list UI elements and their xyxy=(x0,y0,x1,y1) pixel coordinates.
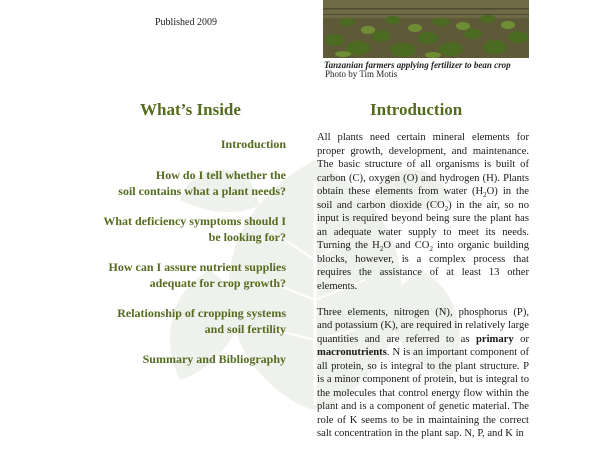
subscript: 2 xyxy=(429,245,433,254)
toc-item-line: Relationship of cropping systems xyxy=(117,305,286,320)
toc-item-soil-contents[interactable] xyxy=(40,167,286,200)
toc-item-nutrient-supplies[interactable] xyxy=(40,259,286,292)
toc-item-line: Summary and Bibliography xyxy=(142,351,286,366)
subscript: 2 xyxy=(379,245,384,254)
introduction-heading: Introduction xyxy=(370,100,463,119)
toc-item-line: Introduction xyxy=(220,137,286,151)
toc-item-deficiency-symptoms[interactable] xyxy=(40,213,286,246)
toc-item-line: How can I assure nutrient supplies xyxy=(108,259,286,274)
photo-caption: Tanzanian farmers applying fertilizer to bean crop xyxy=(324,60,511,70)
intro-paragraph-1 xyxy=(317,131,529,294)
toc-item-line: adequate for crop growth? xyxy=(149,276,286,290)
text-run: ) in the air, so no input is required beyond being sure the plant has an adequate water supply to meet its needs. Turning the H xyxy=(317,199,529,252)
toc-item-line: and soil fertility xyxy=(204,322,286,336)
toc-item-cropping-systems[interactable] xyxy=(40,305,286,338)
whats-inside-heading: What’s Inside xyxy=(140,100,241,119)
toc-item-line: soil contains what a plant needs? xyxy=(118,184,286,198)
subscript: 2 xyxy=(444,204,449,213)
toc-item-line: What deficiency symptoms should I xyxy=(103,213,286,228)
intro-paragraph-2 xyxy=(317,306,529,441)
bold-term: macronutrients xyxy=(317,347,387,359)
text-run: . N is an important component of all protein, so is integral to the plant structure. P is a minor component of protein, but is integral to the molecules that control energy flow within the plant and is a component of genetic material. The role of K seems to be in maintaining the correct salt concentration in the plant sap. N, P, and K in xyxy=(317,347,529,440)
toc-item-introduction[interactable] xyxy=(40,136,286,153)
toc-item-line: be looking for? xyxy=(208,230,286,244)
toc-item-summary-bibliography[interactable] xyxy=(40,351,286,368)
toc-item-line: How do I tell whether the xyxy=(155,167,286,182)
table-of-contents xyxy=(40,136,286,380)
photo-credit: Photo by Tim Motis xyxy=(325,69,398,79)
subscript: 2 xyxy=(483,191,487,200)
field-photo xyxy=(323,0,529,58)
text-run: or xyxy=(513,333,529,345)
introduction-body xyxy=(317,131,529,453)
bold-term: primary xyxy=(476,333,514,345)
text-run: O and CO xyxy=(383,240,430,252)
text-run: All plants need certain mineral elements for proper growth, development, and maintenance. The basic structure of all organisms is built of carbon (C), oxygen (O) and hydrogen (H). Plants obtain these elements from water (H xyxy=(317,132,529,198)
text-run: O) in the soil and carbon dioxide (CO xyxy=(317,186,529,211)
text-run: into organic building blocks, however, is a complex process that requires the assistance of at least 13 other elements. xyxy=(317,240,529,293)
text-run: Three elements, nitrogen (N), phosphorus (P), and potassium (K), are required in relatively large quantities and are referred to as xyxy=(317,306,529,345)
published-date: Published 2009 xyxy=(155,17,217,28)
